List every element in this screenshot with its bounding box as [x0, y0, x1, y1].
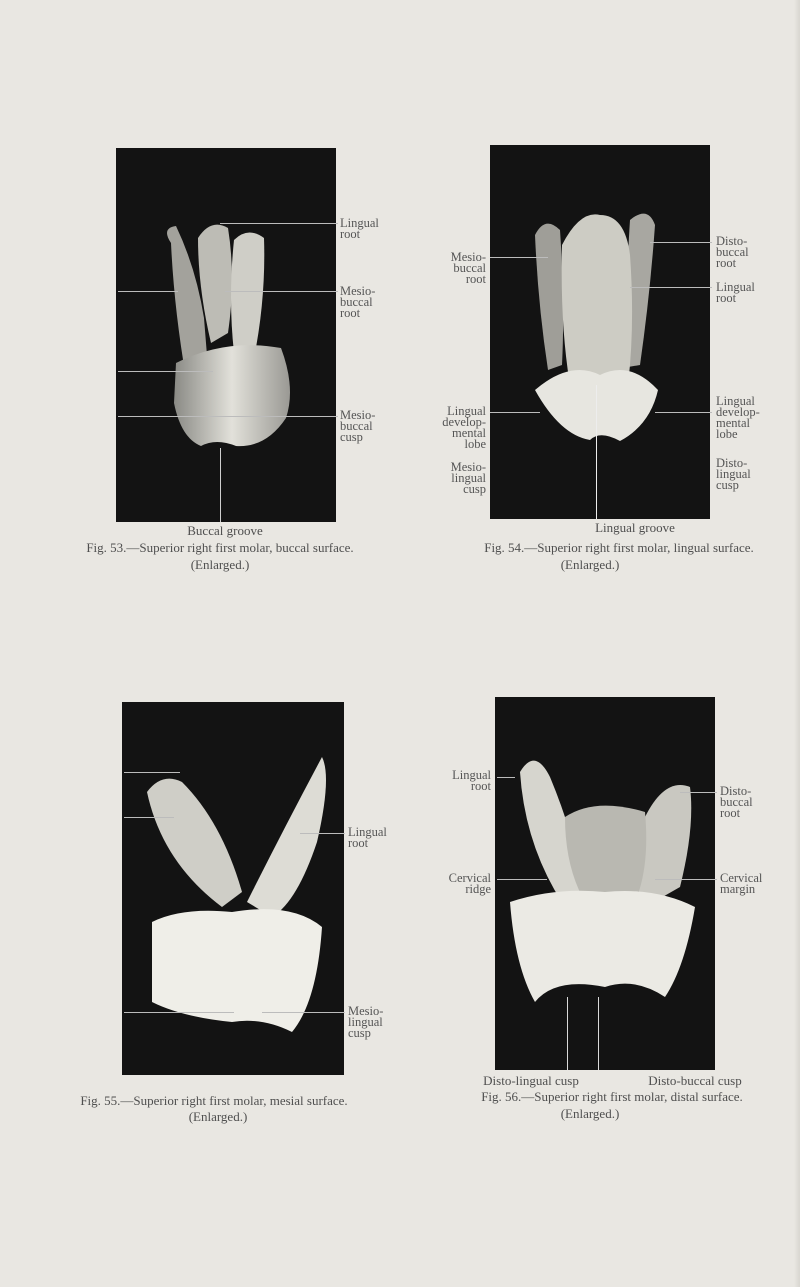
label-cervical-ridge: Cervical ridge — [448, 871, 491, 896]
label-cervical-margin: Cervical margin — [720, 871, 763, 896]
label-mesio-buccal-cusp: Mesio- buccal cusp — [340, 408, 376, 444]
label-disto-buccal-root: Disto- buccal root — [716, 234, 749, 270]
caption-fig-53: Fig. 53.—Superior right first molar, buccal surface. — [86, 540, 354, 555]
caption-fig-54: Fig. 54.—Superior right first molar, lingual surface. — [484, 540, 754, 555]
label-buccal-groove: Buccal groove — [187, 523, 263, 538]
label-lingual-developmental-lobe-left: Lingual develop- mental lobe — [442, 404, 486, 451]
label-lingual-developmental-lobe-right: Lingual develop- mental lobe — [716, 394, 760, 441]
label-mesio-buccal-root: Mesio- buccal root — [450, 250, 486, 286]
label-lingual-root: Lingual root — [452, 768, 491, 793]
label-mesio-buccal-root: Mesio- buccal root — [340, 284, 376, 320]
label-disto-buccal-cusp: Disto-buccal cusp — [648, 1073, 742, 1088]
caption-fig-55: Fig. 55.—Superior right first molar, mesial surface. — [80, 1093, 348, 1108]
label-mesio-lingual-cusp: Mesio- lingual cusp — [450, 460, 486, 496]
subcaption-fig-53: (Enlarged.) — [190, 557, 250, 572]
page-edge-shadow — [794, 0, 800, 1287]
subcaption-fig-55: (Enlarged.) — [188, 1109, 248, 1124]
label-lingual-root: Lingual root — [340, 216, 379, 241]
subcaption-fig-56: (Enlarged.) — [560, 1106, 620, 1121]
label-lingual-groove: Lingual groove — [595, 520, 675, 535]
label-mesio-lingual-cusp: Mesio- lingual cusp — [348, 1004, 384, 1040]
label-lingual-root: Lingual root — [716, 280, 755, 305]
label-lingual-root: Lingual root — [348, 825, 387, 850]
label-disto-buccal-root: Disto- buccal root — [720, 784, 753, 820]
subcaption-fig-54: (Enlarged.) — [560, 557, 620, 572]
tooth-image — [495, 697, 715, 1070]
label-disto-lingual-cusp: Disto-lingual cusp — [483, 1073, 579, 1088]
label-disto-lingual-cusp: Disto- lingual cusp — [716, 456, 751, 492]
caption-fig-56: Fig. 56.—Superior right first molar, distal surface. — [481, 1089, 743, 1104]
tooth-photo-distal — [495, 697, 715, 1070]
